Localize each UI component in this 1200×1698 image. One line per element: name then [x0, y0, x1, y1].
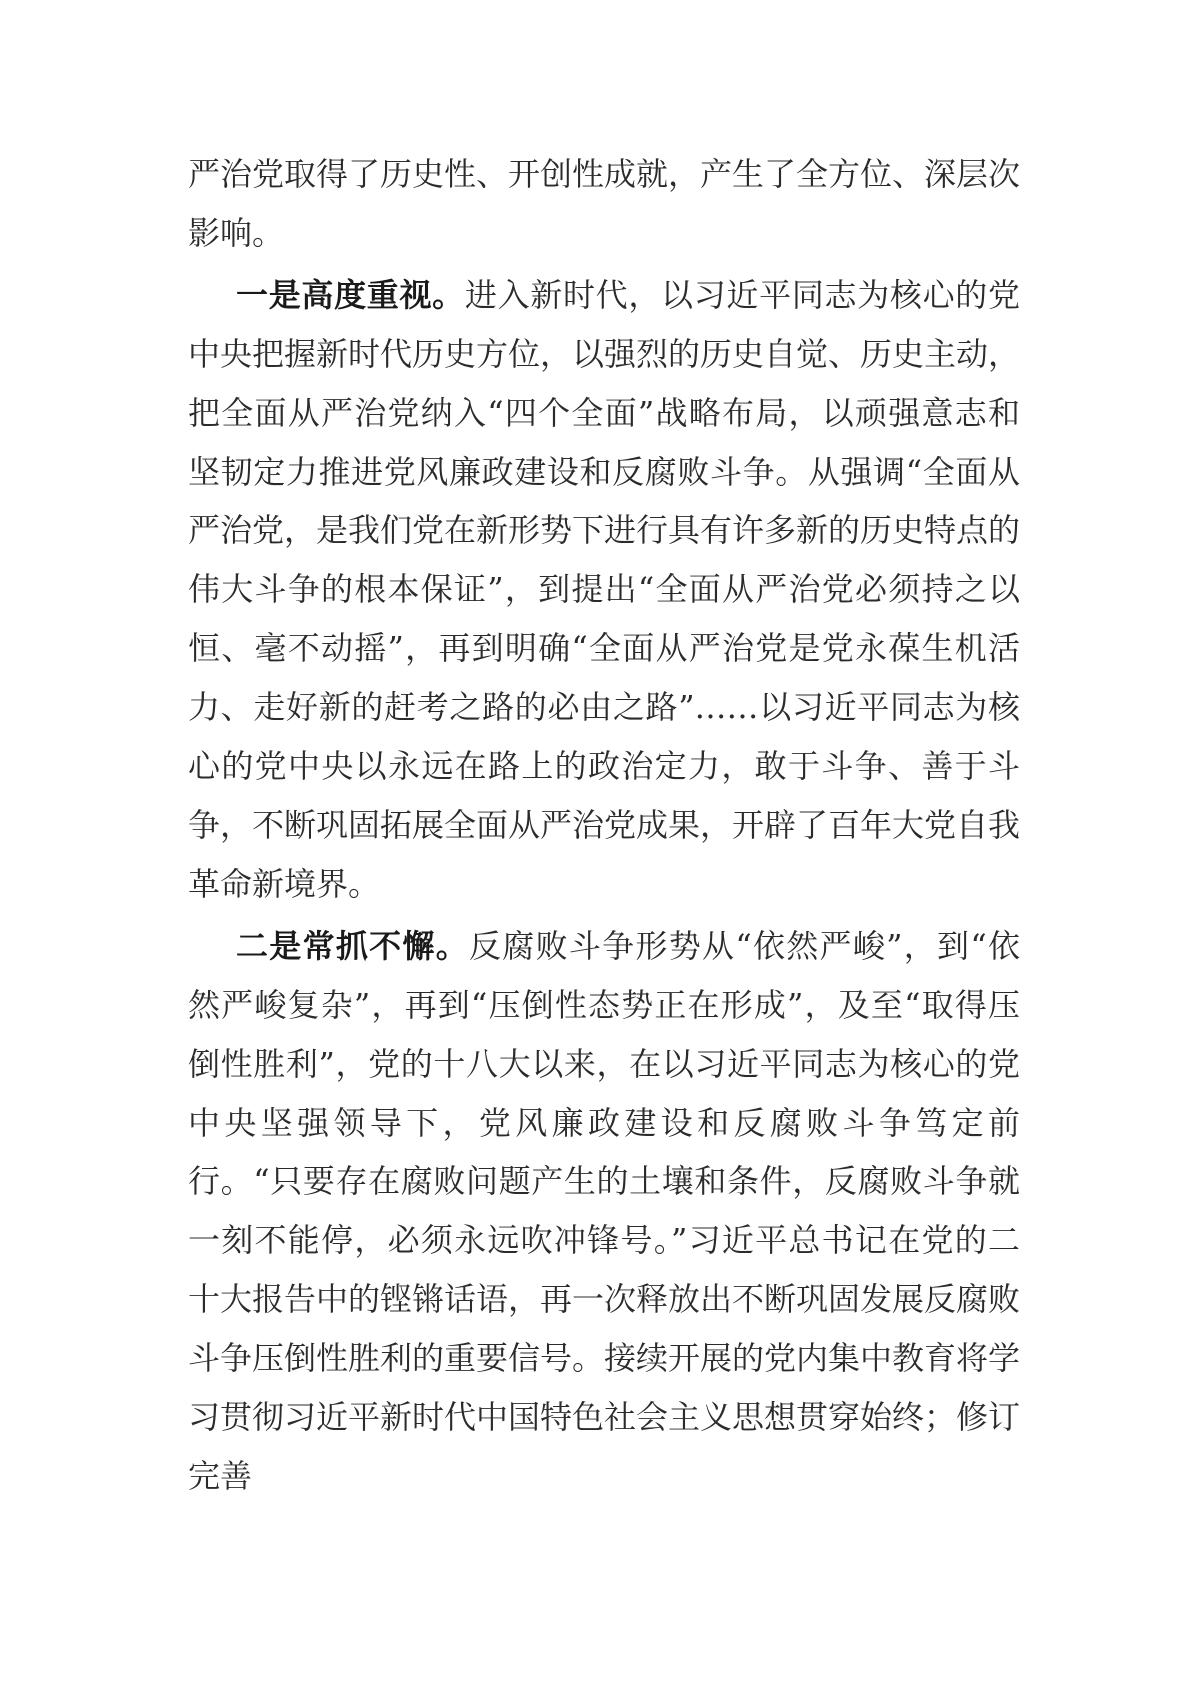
paragraph-lead-heading: 一是高度重视。 [236, 275, 465, 314]
paragraph-high-attention [188, 266, 1020, 914]
paragraph-text: 严治党取得了历史性、开创性成就，产生了全方位、深层次影响。 [188, 155, 1021, 252]
paragraph-text: 反腐败斗争形势从“依然严峻”，到“依然严峻复杂”，再到“压倒性态势正在形成”，及至“取得压倒性胜利”，党的十八大以来，在以习近平同志为核心的党中央坚强领导下，党风廉政建设和反腐败斗争笃定前行。“只要存在腐败问题产生的土壤和条件，反腐败斗争就一刻不能停，必须永远吹冲锋号。”习近平总书记在党的二十大报告中的铿锵话语，再一次释放出不断巩固发展反腐败斗争压倒性胜利的重要信号。接续开展的党内集中教育将学习贯彻习近平新时代中国特色社会主义思想贯穿始终；修订完善 [188, 926, 1021, 1495]
paragraph-persistent-effort [188, 917, 1020, 1506]
document-body [188, 145, 1020, 1506]
paragraph-continued [188, 145, 1020, 263]
paragraph-text: 进入新时代，以习近平同志为核心的党中央把握新时代历史方位，以强烈的历史自觉、历史主动，把全面从严治党纳入“四个全面”战略布局，以顽强意志和坚韧定力推进党风廉政建设和反腐败斗争。从强调“全面从严治党，是我们党在新形势下进行具有许多新的历史特点的伟大斗争的根本保证”，到提出“全面从严治党必须持之以恒、毫不动摇”，再到明确“全面从严治党是党永葆生机活力、走好新的赶考之路的必由之路”……以习近平同志为核心的党中央以永远在路上的政治定力，敢于斗争、善于斗争，不断巩固拓展全面从严治党成果，开辟了百年大党自我革命新境界。 [188, 275, 1021, 903]
paragraph-lead-heading: 二是常抓不懈。 [236, 926, 470, 965]
